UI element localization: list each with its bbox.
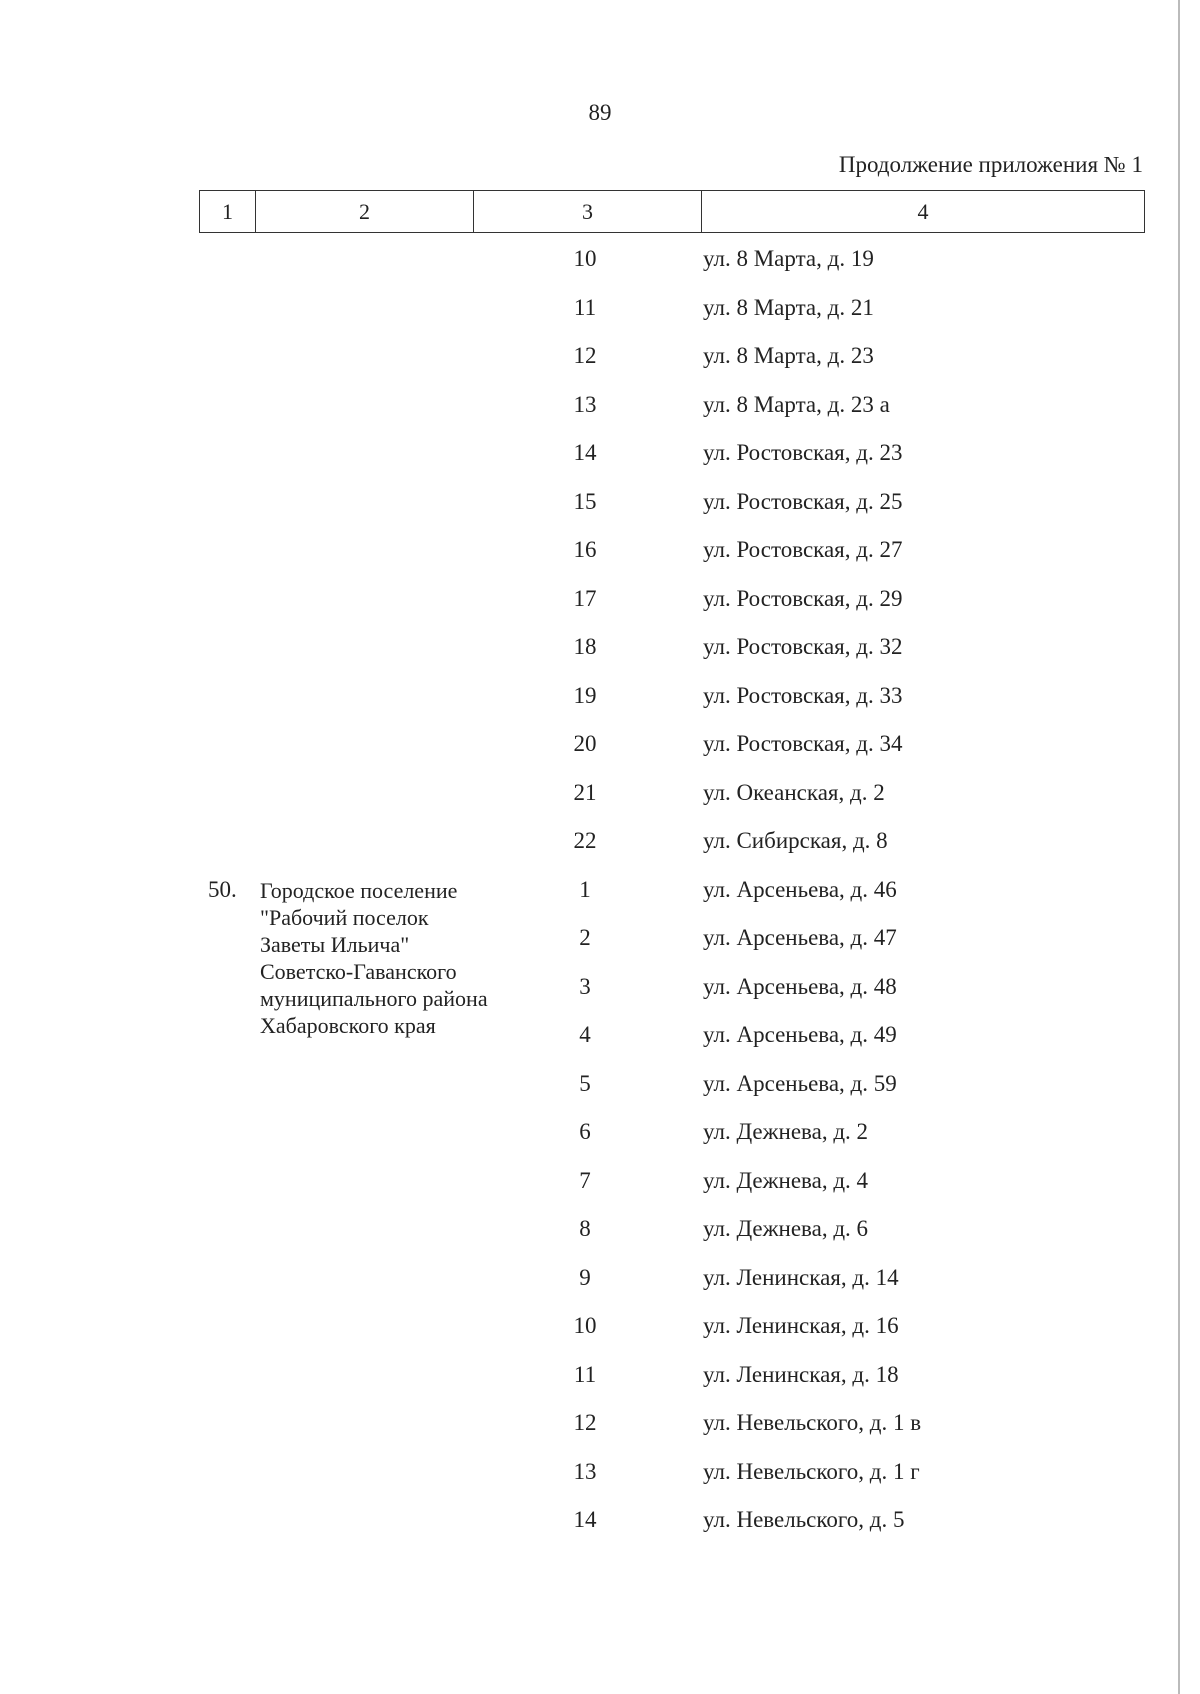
row-number: 8 <box>579 1216 591 1241</box>
table-row <box>0 238 1200 286</box>
row-address: ул. Невельского, д. 1 в <box>703 1410 922 1435</box>
row-number: 12 <box>573 343 597 368</box>
column-header-3: 3 <box>474 191 702 233</box>
section-name: Городское поселение "Рабочий поселок Заветы Ильича" Советско-Гаванского муниципального района Хабаровского края <box>260 878 488 1038</box>
table-row <box>0 335 1200 383</box>
table-row <box>0 529 1200 577</box>
table-row <box>0 481 1200 529</box>
row-number: 13 <box>573 391 597 417</box>
row-address: ул. Океанская, д. 2 <box>703 779 885 805</box>
row-number: 22 <box>573 828 597 853</box>
row-number: 5 <box>579 1070 591 1096</box>
table-row <box>0 1305 1200 1353</box>
row-address: ул. Арсеньева, д. 46 <box>703 876 897 902</box>
row-number: 16 <box>573 537 597 562</box>
row-number: 11 <box>573 1361 597 1387</box>
row-address: ул. Ленинская, д. 18 <box>703 1361 899 1387</box>
table-row <box>0 1208 1200 1256</box>
row-address: ул. Ростовская, д. 32 <box>703 634 903 659</box>
table-row <box>0 1451 1200 1499</box>
row-number: 11 <box>573 294 597 320</box>
row-address: ул. Ростовская, д. 34 <box>703 731 903 756</box>
row-number: 3 <box>579 973 591 999</box>
table-row <box>0 675 1200 723</box>
column-header-table <box>199 190 1145 233</box>
row-number: 13 <box>573 1458 597 1484</box>
column-header-2: 2 <box>256 191 474 233</box>
table-row <box>0 772 1200 820</box>
row-address: ул. Ростовская, д. 33 <box>703 682 903 708</box>
table-row <box>0 1402 1200 1450</box>
row-address: ул. Ленинская, д. 16 <box>703 1313 899 1338</box>
row-number: 19 <box>573 682 597 708</box>
row-number: 2 <box>579 925 591 950</box>
table-row <box>0 1354 1200 1402</box>
table-row <box>0 1499 1200 1547</box>
table-row <box>0 966 1200 1014</box>
row-address: ул. Невельского, д. 1 г <box>703 1458 920 1484</box>
row-number: 12 <box>573 1410 597 1435</box>
row-number: 18 <box>573 634 597 659</box>
row-address: ул. Ленинская, д. 14 <box>703 1264 899 1290</box>
row-number: 20 <box>573 731 597 756</box>
row-address: ул. Ростовская, д. 23 <box>703 440 903 465</box>
row-address: ул. Дежнева, д. 2 <box>703 1119 869 1144</box>
continuation-title: Продолжение приложения № 1 <box>838 152 1143 177</box>
table-row <box>0 432 1200 480</box>
row-address: ул. Арсеньева, д. 49 <box>703 1022 897 1047</box>
row-number: 7 <box>579 1167 591 1193</box>
row-number: 10 <box>573 246 597 271</box>
table-row <box>0 869 1200 917</box>
row-number: 15 <box>573 488 597 514</box>
row-address: ул. Сибирская, д. 8 <box>703 828 888 853</box>
column-header-row <box>200 191 1145 233</box>
row-address: ул. 8 Марта, д. 19 <box>703 246 874 271</box>
row-address: ул. Арсеньева, д. 59 <box>703 1070 897 1096</box>
row-number: 14 <box>573 1507 597 1532</box>
table-row <box>0 1014 1200 1062</box>
row-address: ул. Арсеньева, д. 48 <box>703 973 897 999</box>
row-address: ул. 8 Марта, д. 23 <box>703 343 874 368</box>
row-address: ул. Ростовская, д. 25 <box>703 488 903 514</box>
table-row <box>0 1111 1200 1159</box>
table-row <box>0 384 1200 432</box>
table-row <box>0 1257 1200 1305</box>
row-number: 6 <box>579 1119 591 1144</box>
row-address: ул. Дежнева, д. 6 <box>703 1216 869 1241</box>
row-number: 1 <box>579 876 591 902</box>
row-number: 4 <box>579 1022 591 1047</box>
table-row <box>0 917 1200 965</box>
row-number: 17 <box>573 585 597 611</box>
page-number: 89 <box>588 100 612 125</box>
row-address: ул. 8 Марта, д. 23 а <box>703 391 890 417</box>
table-row <box>0 723 1200 771</box>
row-number: 10 <box>573 1313 597 1338</box>
table-row <box>0 626 1200 674</box>
row-address: ул. Арсеньева, д. 47 <box>703 925 897 950</box>
row-address: ул. 8 Марта, д. 21 <box>703 294 874 320</box>
row-number: 21 <box>573 779 597 805</box>
row-number: 9 <box>579 1264 591 1290</box>
row-address: ул. Ростовская, д. 29 <box>703 585 903 611</box>
row-address: ул. Ростовская, д. 27 <box>703 537 903 562</box>
section-number: 50. <box>208 877 237 902</box>
table-row <box>0 1160 1200 1208</box>
row-number: 14 <box>573 440 597 465</box>
row-address: ул. Дежнева, д. 4 <box>703 1167 869 1193</box>
table-row <box>0 820 1200 868</box>
table-row <box>0 578 1200 626</box>
column-header-1: 1 <box>200 191 256 233</box>
row-address: ул. Невельского, д. 5 <box>703 1507 905 1532</box>
table-row <box>0 1063 1200 1111</box>
column-header-4: 4 <box>702 191 1145 233</box>
table-row <box>0 287 1200 335</box>
